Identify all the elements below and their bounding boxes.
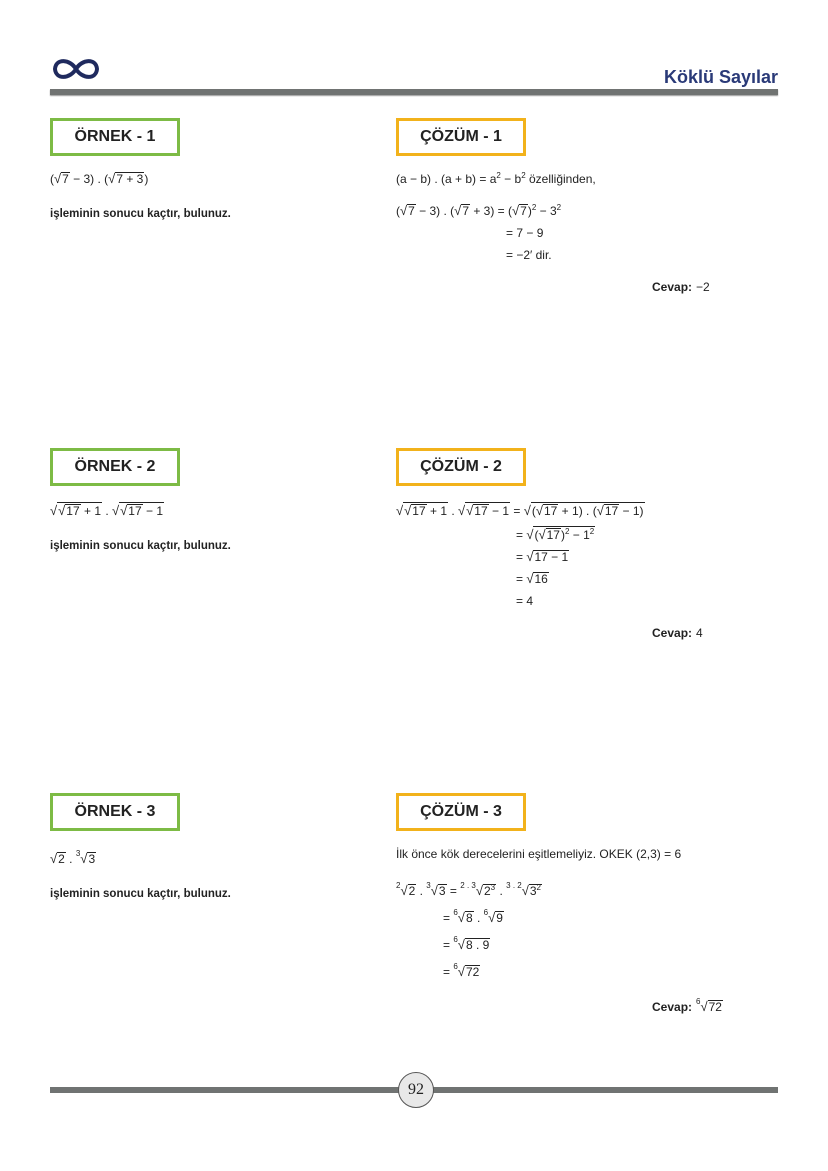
solution-step [396,902,730,929]
question-expression [50,843,350,870]
radicand [461,204,470,218]
example-label: ÖRNEK - 3 [50,793,180,831]
example-column [50,118,350,220]
math-text: −2 [696,280,710,294]
math-text: 2 [408,884,416,898]
root-index: 3 [75,849,81,858]
radicand [127,504,142,518]
math-text: + 1 [80,504,101,518]
math-text: 9 [496,911,503,925]
radical-sign-icon: √ [50,851,58,866]
radical-sign-icon: √ [400,883,408,898]
answer-value [696,997,723,1014]
solution-intro [396,168,730,190]
radical-sign-icon: √ [538,527,546,542]
radical-sign-icon: √ [466,503,474,518]
exponent: 2 [556,203,562,212]
radicand [119,502,164,518]
math-text: ( [534,528,539,542]
radicand [546,528,561,542]
root-index: 2 . 3 [460,881,476,890]
solution-step [396,568,730,590]
radicand [533,526,595,542]
radical-sign-icon: √ [112,503,120,518]
math-text: . [448,504,459,518]
math-text: 3 [88,852,96,866]
radical-sign-icon: √ [120,503,128,518]
solution-step [396,956,730,983]
math-text: = [443,965,454,979]
question-text: işleminin sonucu kaçtır, bulunuz. [50,540,231,552]
math-text: . [496,884,507,898]
radical-sign-icon: √ [50,503,58,518]
radical-sign-icon: √ [400,203,408,218]
math-text: − 3) . ( [69,172,109,186]
answer-label: Cevap: [652,1000,693,1014]
radical-sign-icon: √ [535,503,543,518]
math-text: = [443,938,454,952]
radicand [87,852,96,866]
radicand [57,502,102,518]
radical-sign-icon: √ [58,503,66,518]
root-index: 6 [453,962,458,971]
exponent: 2 [521,171,526,180]
math-text: 3 [438,884,446,898]
math-text: = [446,884,461,898]
math-text: = 7 − 9 [506,226,544,240]
answer-label: Cevap: [652,626,693,640]
radicand [65,504,80,518]
math-text: + 3) = ( [470,204,513,218]
radical-sign-icon: √ [404,503,412,518]
math-text: . [416,884,427,898]
radicand [604,504,619,518]
radicand [708,1000,723,1014]
radical-sign-icon: √ [54,171,62,186]
example-label: ÖRNEK - 1 [50,118,180,156]
root-index: 6 [453,935,458,944]
radicand [115,172,144,186]
math-text: = 4 [516,594,534,608]
radical-sign-icon: √ [596,503,604,518]
math-text: = [443,911,454,925]
radical-sign-icon: √ [457,910,465,925]
math-text: 7 + 3 [116,172,144,186]
answer-label: Cevap: [652,280,693,294]
math-text: − 1 [142,504,164,518]
exponent: 2 [531,203,537,212]
exponent: 3 [490,883,496,892]
solution-step [396,875,730,902]
exponent: 2 [536,883,541,892]
solution-step [396,244,730,266]
question-expression [50,498,350,522]
math-text: 72 [708,1000,722,1014]
question-expression [50,168,350,190]
answer [396,626,730,640]
math-text: 4 [696,626,703,640]
solution-column [396,118,730,294]
math-text: 17 [543,504,558,518]
radicand [57,852,66,866]
solution-step [396,929,730,956]
example-column [50,793,350,900]
radical-sign-icon: √ [396,503,404,518]
math-text: = [516,550,527,564]
solution-column [396,793,730,1014]
math-text: 16 [534,572,548,586]
radicand [533,550,569,564]
solution-label: ÇÖZÜM - 3 [396,793,526,831]
exponent: 2 [589,527,595,536]
radical-sign-icon: √ [526,527,534,542]
math-text: 72 [465,965,480,979]
radicand [403,502,448,518]
math-text: . [102,504,113,518]
math-text: İlk önce kök derecelerini eşitlemeliyiz. OKEK (2,3) = 6 [396,847,682,861]
math-text: 8 [465,911,473,925]
math-text: 17 [604,504,619,518]
root-index: 3 . 2 [506,881,522,890]
math-text: + 1) . ( [558,504,597,518]
radical-sign-icon: √ [457,937,465,952]
radical-sign-icon: √ [80,851,88,866]
radicand [411,504,426,518]
math-text: 2 [483,884,491,898]
radicand [495,911,504,925]
math-text: 17 [128,504,142,518]
radicand [61,172,70,186]
solution-step [396,522,730,546]
radical-sign-icon: √ [475,883,483,898]
answer-value [696,280,710,294]
math-text: özelliğinden, [525,172,596,186]
root-index: 3 [426,881,431,890]
radicand [533,572,548,586]
math-text: − 1) [619,504,644,518]
radical-sign-icon: √ [457,964,465,979]
answer-value [696,626,703,640]
radicand [483,884,496,898]
radicand [531,502,645,518]
answer [396,997,730,1014]
radical-sign-icon: √ [488,910,496,925]
math-text: 7 [408,204,415,218]
math-text: = [510,504,524,518]
math-text: . [65,852,76,866]
radicand [473,504,488,518]
solution-label: ÇÖZÜM - 1 [396,118,526,156]
math-text: (a − b) . (a + b) = a [396,172,497,186]
root-index: 6 [453,908,458,917]
math-text: . [473,911,484,925]
radicand [465,965,480,979]
solution-intro [396,843,730,865]
radicand [438,884,447,898]
root-index: 6 [696,997,701,1006]
math-text: ) [527,204,532,218]
math-text: 17 [412,504,426,518]
answer [396,280,730,294]
radical-sign-icon: √ [700,999,708,1014]
math-text: 7 [462,204,469,218]
radicand [465,502,510,518]
math-text: 8 . 9 [465,938,490,952]
math-text: = [516,572,527,586]
radicand [465,911,474,925]
math-text: 17 [66,504,80,518]
math-text: ) [560,528,565,542]
root-index: 2 [396,881,401,890]
math-text: ( [396,204,400,218]
radicand [407,204,416,218]
math-text: 7 [520,204,527,218]
infinity-logo-icon [50,56,102,82]
math-text: 17 [474,504,488,518]
math-text: ) [144,172,149,186]
solution-label: ÇÖZÜM - 2 [396,448,526,486]
solution-step [396,590,730,612]
radical-sign-icon: √ [521,883,529,898]
radicand [465,938,490,952]
root-index: 6 [483,908,489,917]
radical-sign-icon: √ [458,503,466,518]
radicand [543,504,558,518]
question-text: işleminin sonucu kaçtır, bulunuz. [50,888,231,900]
math-text: − b [500,172,522,186]
math-text: ( [50,172,54,186]
math-text: 2 [58,852,65,866]
radicand [529,884,542,898]
math-text: 17 [546,528,560,542]
math-text: 7 [62,172,69,186]
solution-step [396,498,730,522]
math-text: 3 [529,884,537,898]
math-text: = [516,528,527,542]
exponent: 2 [496,171,501,180]
example-column [50,448,350,552]
radical-sign-icon: √ [108,171,116,186]
solution-step [396,222,730,244]
question-text: işleminin sonucu kaçtır, bulunuz. [50,208,231,220]
solution-column [396,448,730,640]
radicand [408,884,417,898]
example-label: ÖRNEK - 2 [50,448,180,486]
radical-sign-icon: √ [523,503,531,518]
radical-sign-icon: √ [526,571,534,586]
radical-sign-icon: √ [430,883,438,898]
radicand [519,204,528,218]
header-divider [50,89,778,95]
page-number: 92 [398,1072,434,1108]
solution-step [396,546,730,568]
radical-sign-icon: √ [454,203,462,218]
math-text: + 1 [426,504,447,518]
math-text: − 1 [488,504,510,518]
math-text: 17 − 1 [534,550,569,564]
math-text: ( [531,504,536,518]
radical-sign-icon: √ [526,549,534,564]
solution-step [396,200,730,222]
math-text: − 1 [569,528,590,542]
exponent: 2 [564,527,570,536]
math-text: = −2′ dir. [506,248,552,262]
math-text: − 3) . ( [415,204,455,218]
radical-sign-icon: √ [512,203,520,218]
chapter-title: Köklü Sayılar [663,67,778,87]
math-text: − 3 [536,204,557,218]
